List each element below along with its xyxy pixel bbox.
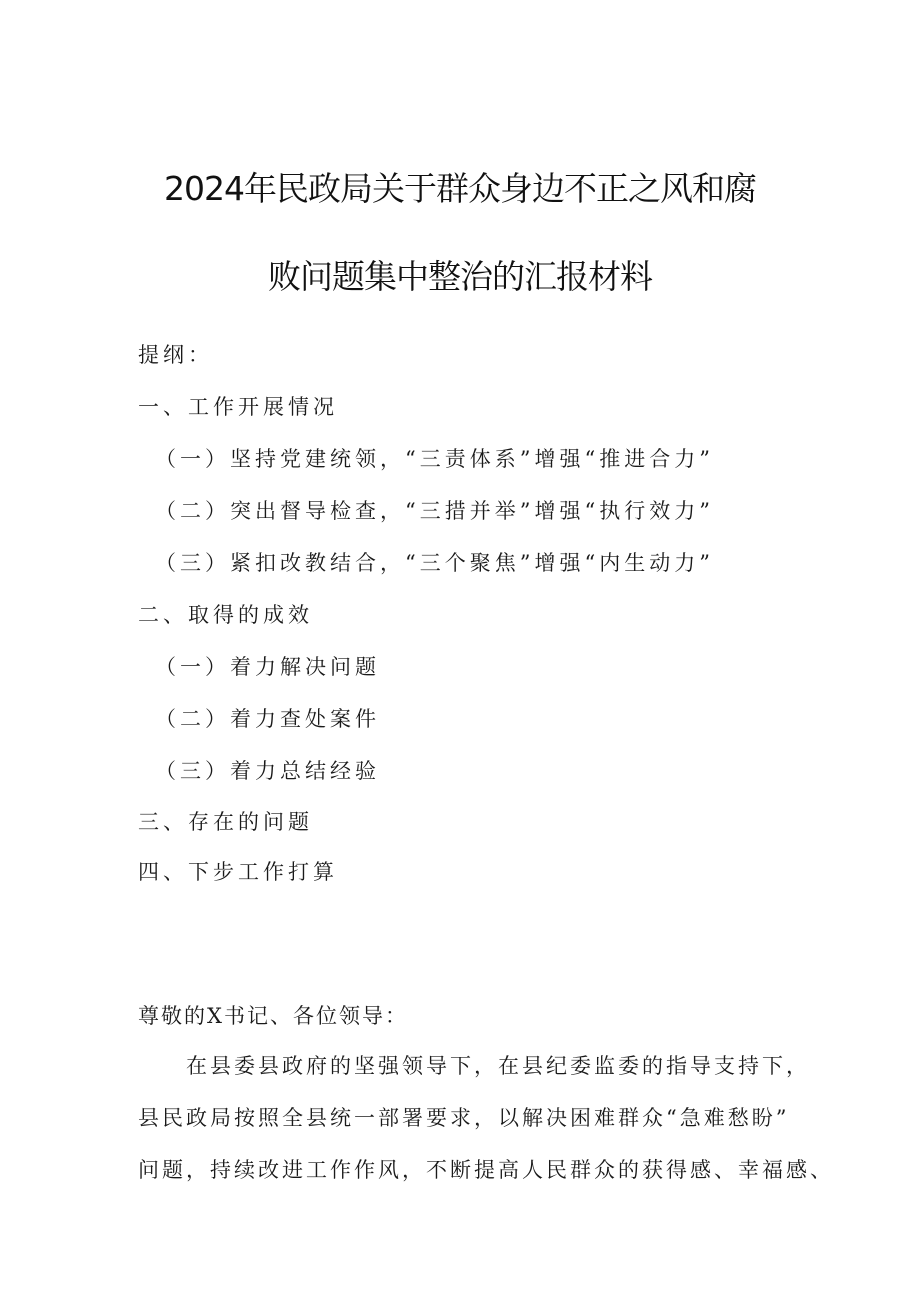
document-title-line-2: 败问题集中整治的汇报材料 xyxy=(268,257,652,296)
outline-item: （二）着力查处案件 xyxy=(155,707,380,731)
outline-label: 提纲： xyxy=(138,343,213,367)
outline-section-heading: 二、取得的成效 xyxy=(138,603,313,627)
paragraph-line: 在县委县政府的坚强领导下，在县纪委监委的指导支持下， xyxy=(186,1054,810,1078)
paragraph-line: 问题，持续改进工作作风，不断提高人民群众的获得感、幸福感、 xyxy=(138,1158,834,1182)
outline-item: （三）着力总结经验 xyxy=(155,759,380,783)
outline-section-heading: 一、工作开展情况 xyxy=(138,395,338,419)
outline-section-heading: 四、下步工作打算 xyxy=(138,860,338,884)
outline-item: （三）紧扣改教结合，“三个聚焦”增强“内生动力” xyxy=(155,551,714,575)
outline-item: （二）突出督导检查，“三措并举”增强“执行效力” xyxy=(155,499,714,523)
paragraph-line: 县民政局按照全县统一部署要求，以解决困难群众“急难愁盼” xyxy=(138,1106,790,1130)
outline-item: （一）着力解决问题 xyxy=(155,655,380,679)
document-title-line-1: 2024年民政局关于群众身边不正之风和腐 xyxy=(164,169,756,208)
outline-section-heading: 三、存在的问题 xyxy=(138,810,313,834)
outline-item: （一）坚持党建统领，“三责体系”增强“推进合力” xyxy=(155,447,714,471)
salutation: 尊敬的X书记、各位领导： xyxy=(138,1004,408,1028)
